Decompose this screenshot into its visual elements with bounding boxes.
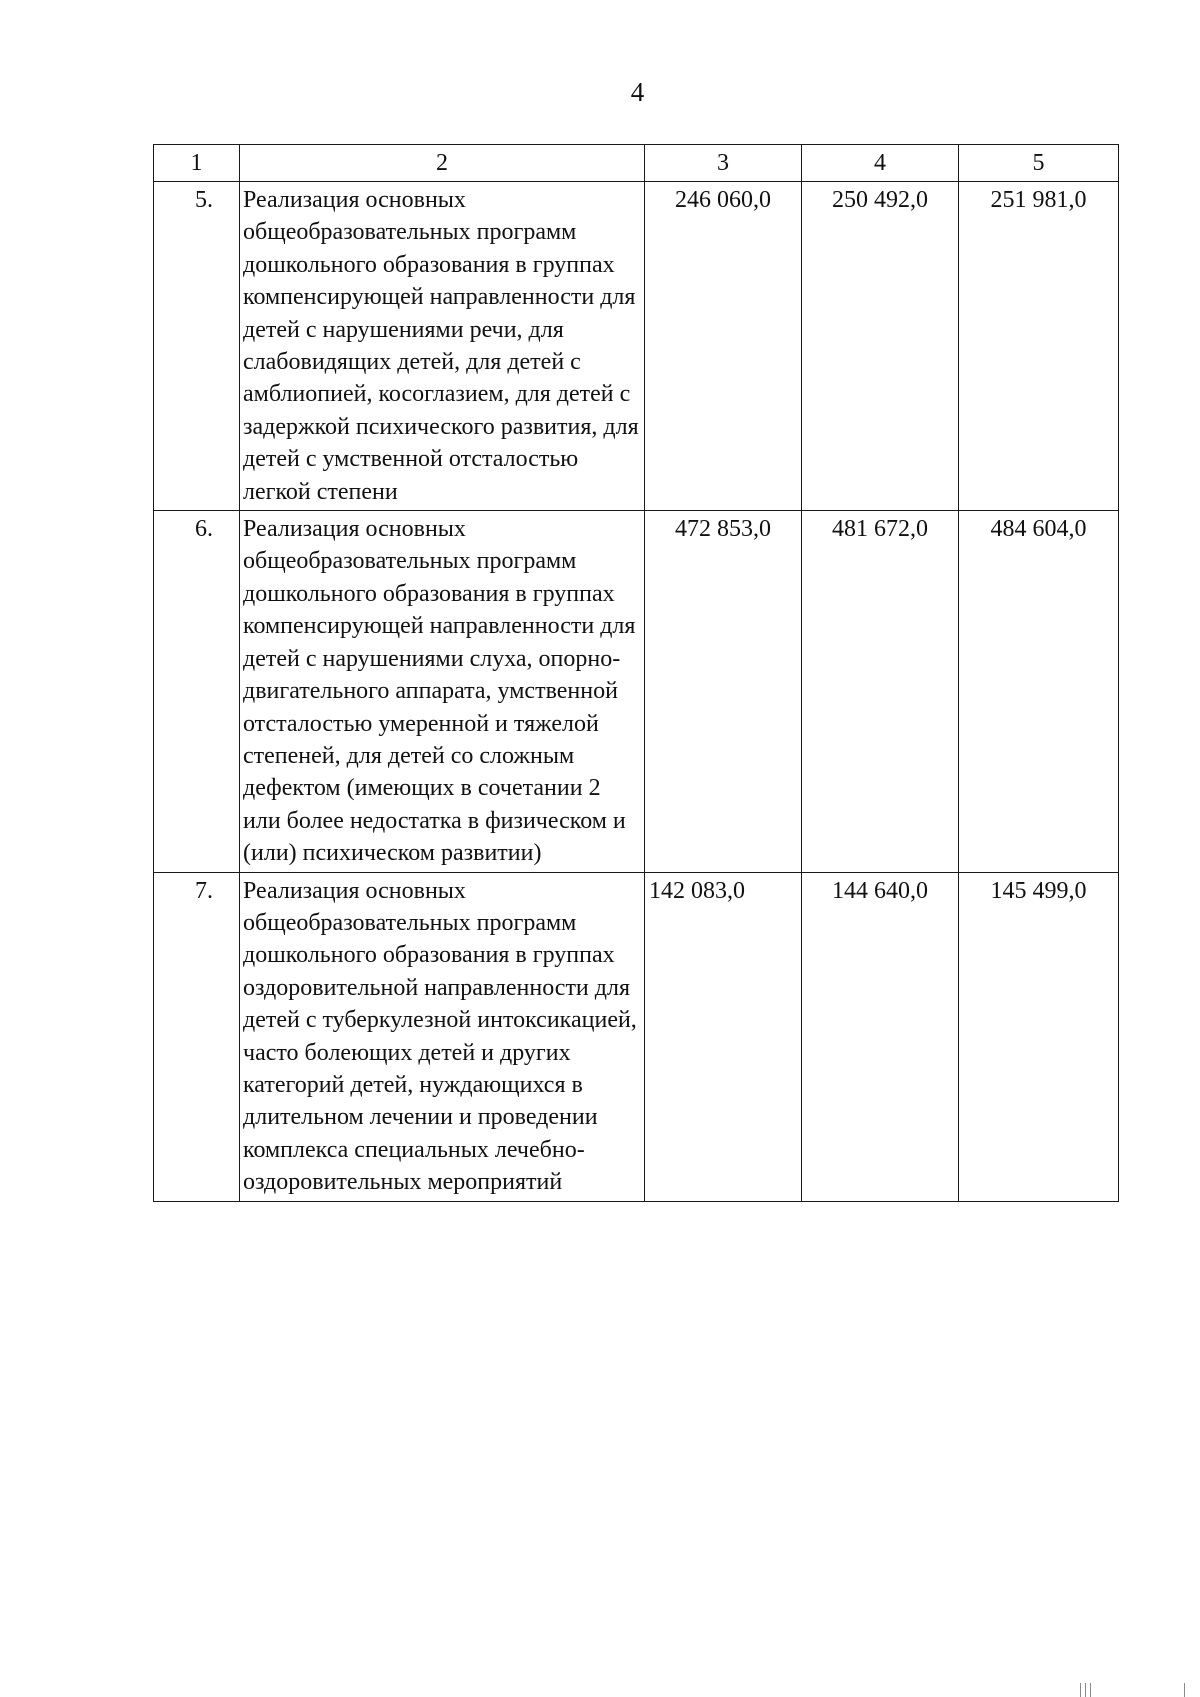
row-value-col5: 484 604,0: [959, 511, 1119, 872]
header-cell-4: 4: [802, 145, 959, 182]
header-cell-1: 1: [154, 145, 240, 182]
row-value-col5: 145 499,0: [959, 872, 1119, 1201]
table-row-7: [154, 872, 1119, 1201]
row-description: Реализация основных общеобразовательных программ дошкольного образования в группах компенсирующей направленности для детей с нарушениями речи, для слабовидящих детей, для детей с амблиопией, косоглазием, для детей с задержкой психического развития, для детей с умственной отсталостью легкой степени: [240, 182, 645, 511]
row-description: Реализация основных общеобразовательных программ дошкольного образования в группах оздоровительной направленности для детей с туберкулезной интоксикацией, часто болеющих детей и других категорий детей, нуждающихся в длительном лечении и проведении комплекса специальных лечебно-оздоровительных мероприятий: [240, 872, 645, 1201]
row-number: 7.: [154, 872, 240, 1201]
row-description: Реализация основных общеобразовательных программ дошкольного образования в группах компенсирующей направленности для детей с нарушениями слуха, опорно-двигательного аппарата, умственной отсталостью умеренной и тяжелой степеней, для детей со сложным дефектом (имеющих в сочетании 2 или более недостатка в физическом и (или) психическом развитии): [240, 511, 645, 872]
scan-artifact: [1090, 1683, 1091, 1697]
row-number: 5.: [154, 182, 240, 511]
row-value-col3: 246 060,0: [645, 182, 802, 511]
page-number: 4: [630, 77, 645, 107]
table-row-6: [154, 511, 1119, 872]
header-cell-3: 3: [645, 145, 802, 182]
row-value-col3: 472 853,0: [645, 511, 802, 872]
row-value-col3: 142 083,0: [645, 872, 802, 1201]
budget-table: [153, 144, 1119, 1202]
table-row-5: [154, 182, 1119, 511]
scan-artifact: [1184, 1683, 1185, 1697]
row-value-col4: 481 672,0: [802, 511, 959, 872]
scan-artifact: [1080, 1683, 1081, 1697]
header-cell-2: 2: [240, 145, 645, 182]
row-value-col4: 144 640,0: [802, 872, 959, 1201]
row-value-col4: 250 492,0: [802, 182, 959, 511]
scan-artifact: [1085, 1683, 1086, 1697]
table-header-row: [154, 145, 1119, 182]
header-cell-5: 5: [959, 145, 1119, 182]
row-value-col5: 251 981,0: [959, 182, 1119, 511]
row-number: 6.: [154, 511, 240, 872]
